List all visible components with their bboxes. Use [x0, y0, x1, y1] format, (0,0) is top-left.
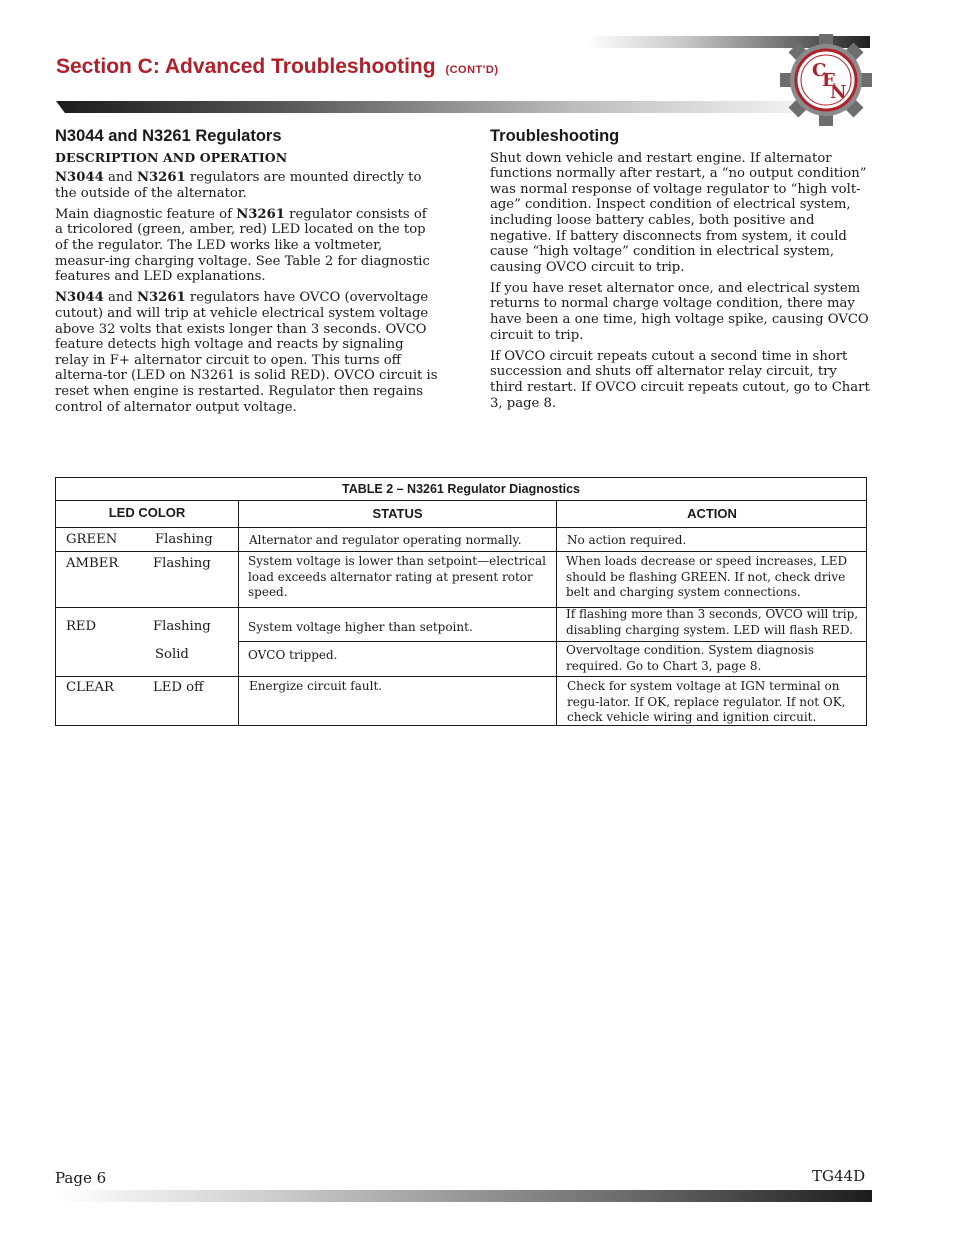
model-n3261: N3261 — [136, 290, 186, 306]
text-run: Main diagnostic feature of — [55, 206, 237, 222]
row-red-solid-mode: Solid — [155, 647, 189, 662]
regulators-heading: N3044 and N3261 Regulators — [55, 127, 282, 145]
description-subheading: DESCRIPTION AND OPERATION — [55, 149, 288, 165]
row-red-color: RED — [66, 619, 97, 634]
text-run: regulators are mounted directly to the outside of the alternator. — [55, 170, 422, 201]
row-amber-status: System voltage is lower than setpoint—electrical load exceeds alternator rating at present rotor speed. — [248, 554, 546, 599]
section-title-suffix: (CONT'D) — [445, 64, 499, 76]
svg-text:C: C — [812, 60, 827, 81]
paragraph-led — [55, 207, 438, 285]
text-run: and — [103, 290, 137, 306]
row-red-solid-status: OVCO tripped. — [248, 648, 338, 662]
row-green-status: Alternator and regulator operating normally. — [249, 533, 522, 547]
row-amber-mode: Flashing — [153, 556, 211, 571]
row-green-color: GREEN — [66, 532, 118, 547]
header-status: STATUS — [372, 506, 423, 521]
row-red-flashing-status: System voltage higher than setpoint. — [248, 620, 473, 634]
row-red-flashing-action: If flashing more than 3 seconds, OVCO will trip, disabling charging system. LED will flash RED. — [566, 607, 859, 637]
row-clear-mode: LED off — [153, 680, 204, 695]
paragraph-mounting — [55, 170, 438, 201]
row-clear-action: Check for system voltage at IGN terminal on regu-lator. If OK, replace regulator. If not OK, check vehicle wiring and ignition circuit. — [567, 679, 846, 724]
footer-decor-bar — [56, 1190, 872, 1202]
troubleshooting-paragraph-1: Shut down vehicle and restart engine. If alternator functions normally after restart, a “no output condition” was normal response of voltage regulator to “high volt-age” condition. Inspect condition of electrical system, including loose battery cables, both positive and negative. If battery disconnects from system, it could cause “high voltage” condition in electrical system, causing OVCO circuit to trip. — [490, 150, 867, 275]
troubleshooting-heading: Troubleshooting — [490, 127, 620, 145]
row-red-flashing-mode: Flashing — [153, 619, 211, 634]
header-underline-bar — [56, 101, 798, 113]
header-led-color: LED COLOR — [108, 505, 186, 520]
text-run: regulator consists of a tricolored (green, amber, red) LED located on the top of the regulator. The LED works like a voltmeter, measur-ing charging voltage. See Table 2 for diagnostic features and LED explanations. — [55, 206, 430, 285]
cen-gear-logo — [780, 34, 872, 126]
row-clear-status: Energize circuit fault. — [249, 679, 383, 693]
row-green-mode: Flashing — [155, 532, 213, 547]
section-title-text: Section C: Advanced Troubleshooting — [56, 55, 436, 78]
svg-text:N: N — [830, 82, 847, 103]
model-n3261: N3261 — [136, 170, 186, 186]
troubleshooting-paragraph-3: If OVCO circuit repeats cutout a second time in short succession and shuts off alternator relay circuit, try third restart. If OVCO circuit repeats cutout, go to Chart 3, page 8. — [490, 348, 870, 411]
right-column — [490, 129, 871, 417]
left-column — [55, 129, 438, 421]
table-caption: TABLE 2 – N3261 Regulator Diagnostics — [56, 478, 866, 501]
section-title — [56, 55, 499, 79]
header-action: ACTION — [687, 506, 737, 521]
model-n3044: N3044 — [55, 170, 104, 186]
row-red-solid-action: Overvoltage condition. System diagnosis required. Go to Chart 3, page 8. — [566, 643, 815, 673]
text-run: and — [103, 170, 137, 186]
svg-text:E: E — [822, 70, 836, 91]
troubleshooting-paragraph-2: If you have reset alternator once, and electrical system returns to normal charge voltage condition, there may have been a one time, high voltage spike, causing OVCO circuit to trip. — [490, 280, 869, 343]
row-amber-action: When loads decrease or speed increases, LED should be flashing GREEN. If not, check drive belt and charging system connections. — [566, 554, 848, 599]
row-clear-color: CLEAR — [66, 680, 114, 695]
model-n3261: N3261 — [236, 206, 285, 222]
text-run: regulators have OVCO (overvoltage cutout) and will trip at vehicle electrical system voltage above 32 volts that exists longer than 3 seconds. OVCO feature detects high voltage and reacts by signaling relay in F+ alternator circuit to open. This turns off alterna-tor (LED on N3261 is solid RED). OVCO circuit is reset when engine is restarted. Regulator then regains control of alternator output voltage. — [55, 290, 438, 415]
diagnostics-table — [55, 477, 867, 726]
document-code: TG44D — [812, 1167, 866, 1185]
row-green-action: No action required. — [567, 533, 687, 547]
paragraph-ovco — [55, 290, 438, 415]
model-n3044: N3044 — [55, 290, 104, 306]
page-number: Page 6 — [55, 1169, 107, 1187]
row-amber-color: AMBER — [66, 556, 119, 571]
